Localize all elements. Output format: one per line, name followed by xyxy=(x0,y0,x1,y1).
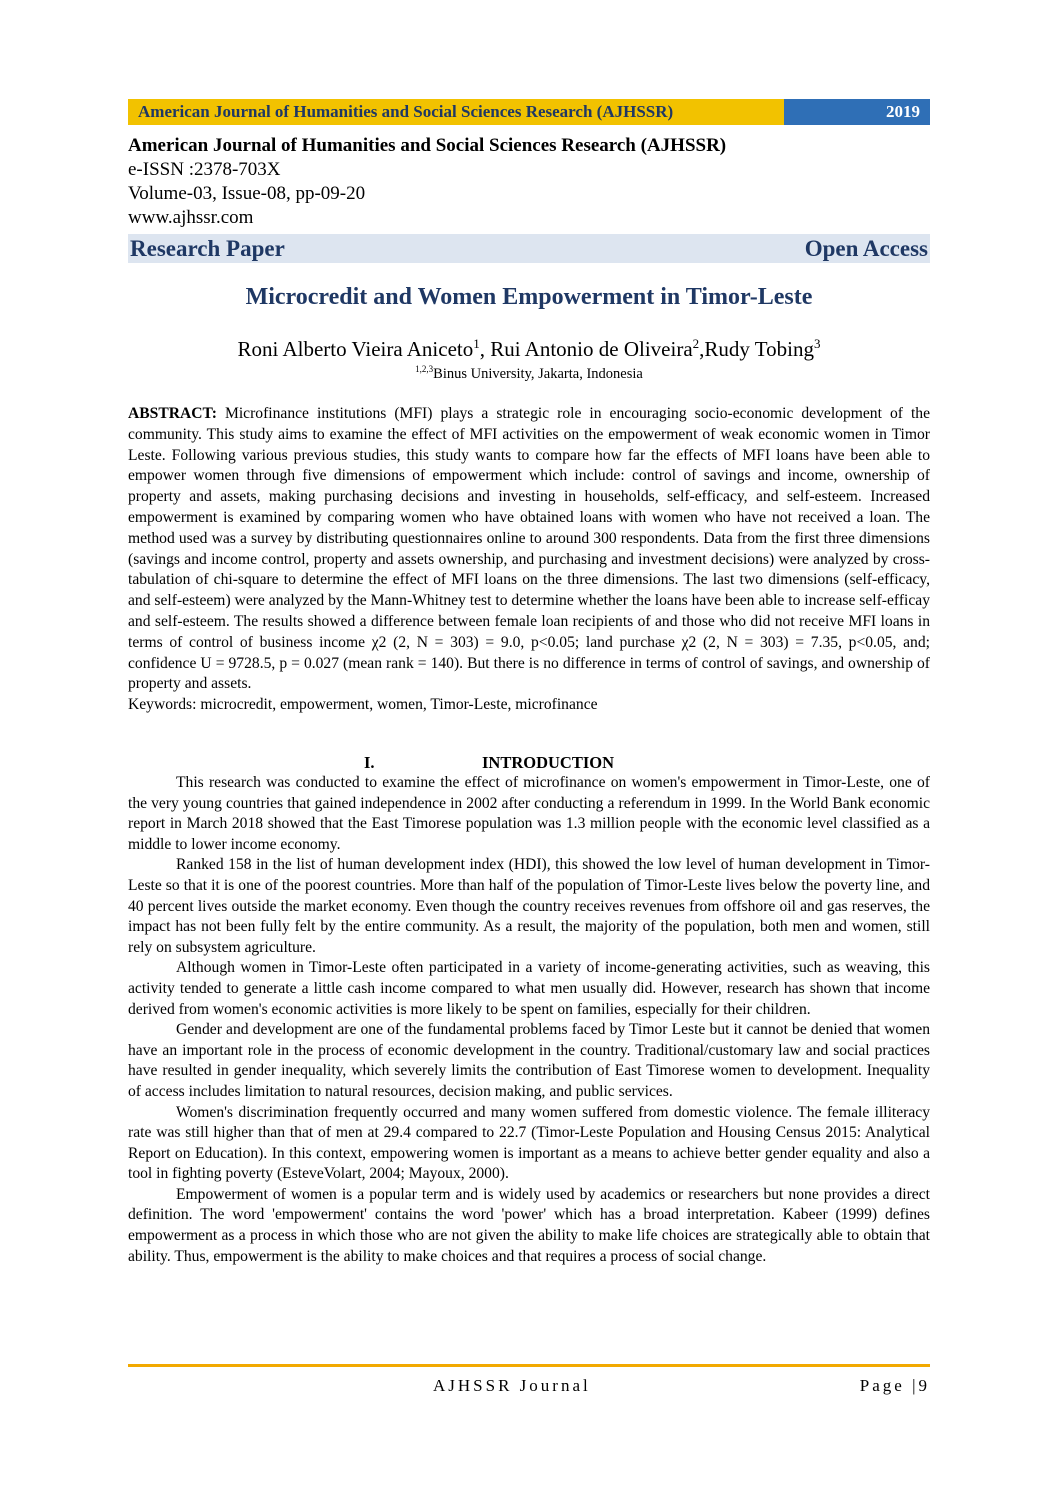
affiliation-mark: 1,2,3 xyxy=(415,364,434,374)
paper-type: Research Paper xyxy=(130,235,285,261)
abstract xyxy=(128,404,930,716)
paper-type-bar xyxy=(128,234,930,263)
paper-title: Microcredit and Women Empowerment in Timor-Leste xyxy=(245,284,813,310)
page-number: Page |9 xyxy=(859,1376,930,1395)
abstract-text: Microfinance institutions (MFI) plays a strategic role in encouraging socio-economic development of the community. This study aims to examine the effect of MFI activities on the empowerment of weak economic women in Timor Leste. Following various previous studies, this study wants to compare how far the effects of MFI loans have been able to empower women through five dimensions of empowerment which include: control of savings and income, ownership of property and assets, making purchasing decisions and investing in households, self-efficacy, and self-esteem. Increased empowerment is examined by comparing women who have obtained loans with women who have not received a loan. The method used was a survey by distributing questionnaires online to around 300 respondents. Data from the first three dimensions (savings and income control, property and assets ownership, and purchasing and investment decisions) were analyzed by cross-tabulation of chi-square to determine the effect of MFI loans on the three dimensions. The last two dimensions (self-efficacy, and self-esteem) were analyzed by the Mann-Whitney test to determine whether the loans have been able to increase self-efficay and self-esteem. The results showed a difference between female loan recipients of and those who did not receive MFI loans in terms of control of business income χ2 (2, N = 303) = 9.0, p<0.05; land purchase χ2 (2, N = 303) = 7.35, p<0.05, and; confidence U = 9728.5, p = 0.027 (mean rank = 140). But there is no difference in terms of control of savings, and ownership of property and assets. xyxy=(128,405,930,693)
author-list xyxy=(128,336,930,362)
introduction-body xyxy=(128,773,930,1267)
paragraph: Empowerment of women is a popular term and is widely used by academics or researchers but none provides a direct definition. The word 'empowerment' contains the word 'power' which has a broad interpretation. Kabeer (1999) defines empowerment as a process in which those who are not given the ability to make life choices are strategically able to obtain that ability. Thus, empowerment is the ability to make choices and that requires a process of social change. xyxy=(128,1185,930,1265)
volume-info: Volume-03, Issue-08, pp-09-20 xyxy=(128,183,366,204)
website-link[interactable]: www.ajhssr.com xyxy=(128,207,254,228)
banner-journal-name: American Journal of Humanities and Social Sciences Research (AJHSSR) xyxy=(128,99,784,125)
footer-journal: AJHSSR Journal xyxy=(433,1376,591,1395)
journal-banner xyxy=(128,99,930,125)
paragraph: Although women in Timor-Leste often participated in a variety of income-generating activities, such as weaving, this activity tended to generate a little cash income compared to what men usually did. However, research has shown that income derived from women's economic activities is more likely to be spent on families, especially for their children. xyxy=(128,959,930,1018)
keywords: Keywords: microcredit, empowerment, women, Timor-Leste, microfinance xyxy=(128,696,598,714)
paragraph: Women's discrimination frequently occurred and many women suffered from domestic violence. The female illiteracy rate was still higher than that of men at 29.4 compared to 22.7 (Timor-Leste Population and Housing Census 2015: Analytical Report on Education). In this context, empowering women is important as a means to achieve better gender equality and also a tool in fighting poverty (EsteveVolart, 2004; Mayoux, 2000). xyxy=(128,1103,930,1183)
issn: e-ISSN :2378-703X xyxy=(128,159,281,180)
author-name: Rui Antonio de Oliveira xyxy=(490,337,693,361)
section-title: INTRODUCTION xyxy=(482,753,615,772)
author-separator: , xyxy=(479,337,491,361)
paragraph: This research was conducted to examine the effect of microfinance on women's empowerment in Timor-Leste, one of the very young countries that gained independence in 2002 after conducting a referendum in 1999. In the World Bank economic report in March 2018 showed that the East Timorese population was 1.3 million people with the economic level classified as a middle to lower income economy. xyxy=(128,774,930,853)
author-separator: , xyxy=(699,337,705,361)
journal-meta xyxy=(128,134,930,230)
paragraph: Gender and development are one of the fundamental problems faced by Timor Leste but it cannot be denied that women have an important role in the process of economic development in the country. Traditional/customary law and social practices have resulted in gender inequality, which severely limits the contribution of East Timorese women to development. Inequality of access includes limitation to natural resources, decision making, and public services. xyxy=(128,1021,930,1100)
author-affil-mark: 1 xyxy=(473,336,480,351)
open-access-label: Open Access xyxy=(804,235,928,261)
footer-divider xyxy=(128,1364,930,1367)
affiliation-text: Binus University, Jakarta, Indonesia xyxy=(433,365,643,382)
banner-year: 2019 xyxy=(784,99,930,125)
author-affil-mark: 2 xyxy=(692,336,700,351)
section-number: I. xyxy=(364,753,375,772)
abstract-label: ABSTRACT: xyxy=(128,405,217,422)
author-name: Roni Alberto Vieira Aniceto xyxy=(237,337,474,361)
affiliation xyxy=(128,364,930,383)
paragraph: Ranked 158 in the list of human development index (HDI), this showed the low level of human development in Timor-Leste so that it is one of the poorest countries. More than half of the population of Timor-Leste lives below the poverty line, and 40 percent lives outside the market economy. Even though the country receives revenues from offshore oil and gas reserves, the impact has not been fully felt by the entire community. As a result, the majority of the population, both men and women, still rely on subsystem agriculture. xyxy=(128,856,930,956)
author-name: Rudy Tobing xyxy=(704,337,814,361)
author-affil-mark: 3 xyxy=(813,336,821,351)
journal-name: American Journal of Humanities and Social Sciences Research (AJHSSR) xyxy=(128,135,727,156)
